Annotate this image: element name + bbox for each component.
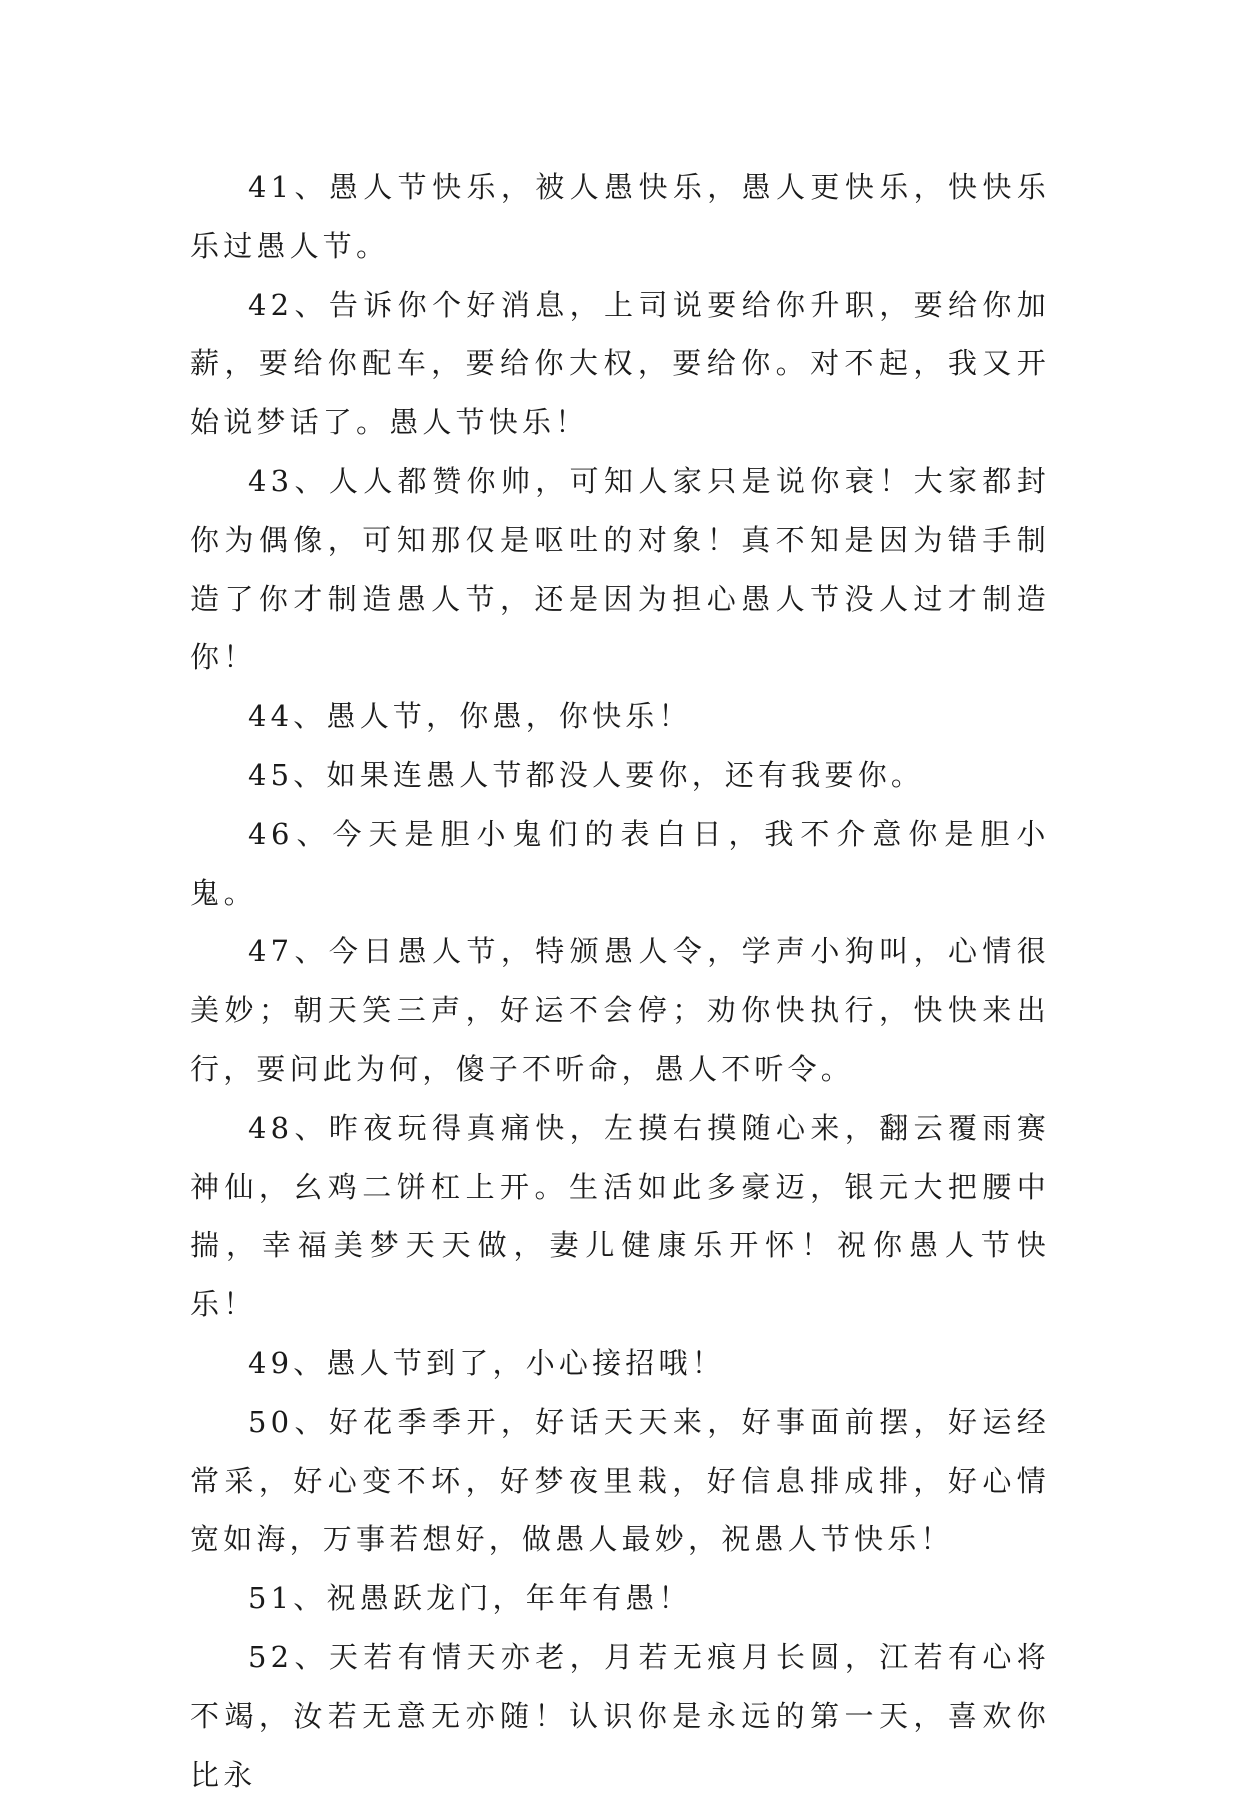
paragraph-49: 49、愚人节到了，小心接招哦！ <box>248 1345 725 1380</box>
paragraph-47: 47、今日愚人节，特颁愚人令，学声小狗叫，心情很美妙；朝天笑三声，好运不会停；劝你快执行，快快来出行，要问此为何，傻子不听命，愚人不听令。 <box>190 934 1050 1086</box>
paragraph-50: 50、好花季季开，好话天天来，好事面前摆，好运经常采，好心变不坏，好梦夜里栽，好信息排成排，好心情宽如海，万事若想好，做愚人最妙，祝愚人节快乐！ <box>190 1404 1050 1557</box>
paragraph-43: 43、人人都赞你帅，可知人家只是说你衰！大家都封你为偶像，可知那仅是呕吐的对象！真不知是因为错手制造了你才制造愚人节，还是因为担心愚人节没人过才制造你！ <box>190 463 1050 675</box>
paragraph-52: 52、天若有情天亦老，月若无痕月长圆，江若有心将不竭，汝若无意无亦随！认识你是永远的第一天，喜欢你比永 <box>190 1639 1050 1792</box>
paragraph-42: 42、告诉你个好消息，上司说要给你升职，要给你加薪，要给你配车，要给你大权，要给你。对不起，我又开始说梦话了。愚人节快乐！ <box>190 287 1050 440</box>
paragraph-48: 48、昨夜玩得真痛快，左摸右摸随心来，翻云覆雨赛神仙，幺鸡二饼杠上开。生活如此多豪迈，银元大把腰中揣，幸福美梦天天做，妻儿健康乐开怀！祝你愚人节快乐！ <box>190 1110 1050 1322</box>
paragraph-51: 51、祝愚跃龙门，年年有愚！ <box>248 1581 692 1616</box>
paragraph-41: 41、愚人节快乐，被人愚快乐，愚人更快乐，快快乐乐过愚人节。 <box>190 170 1050 263</box>
paragraph-46: 46、今天是胆小鬼们的表白日，我不介意你是胆小鬼。 <box>190 816 1050 910</box>
paragraph-45: 45、如果连愚人节都没人要你，还有我要你。 <box>248 757 925 792</box>
paragraph-44: 44、愚人节，你愚，你快乐！ <box>248 699 692 734</box>
document-body <box>190 158 1050 1804</box>
